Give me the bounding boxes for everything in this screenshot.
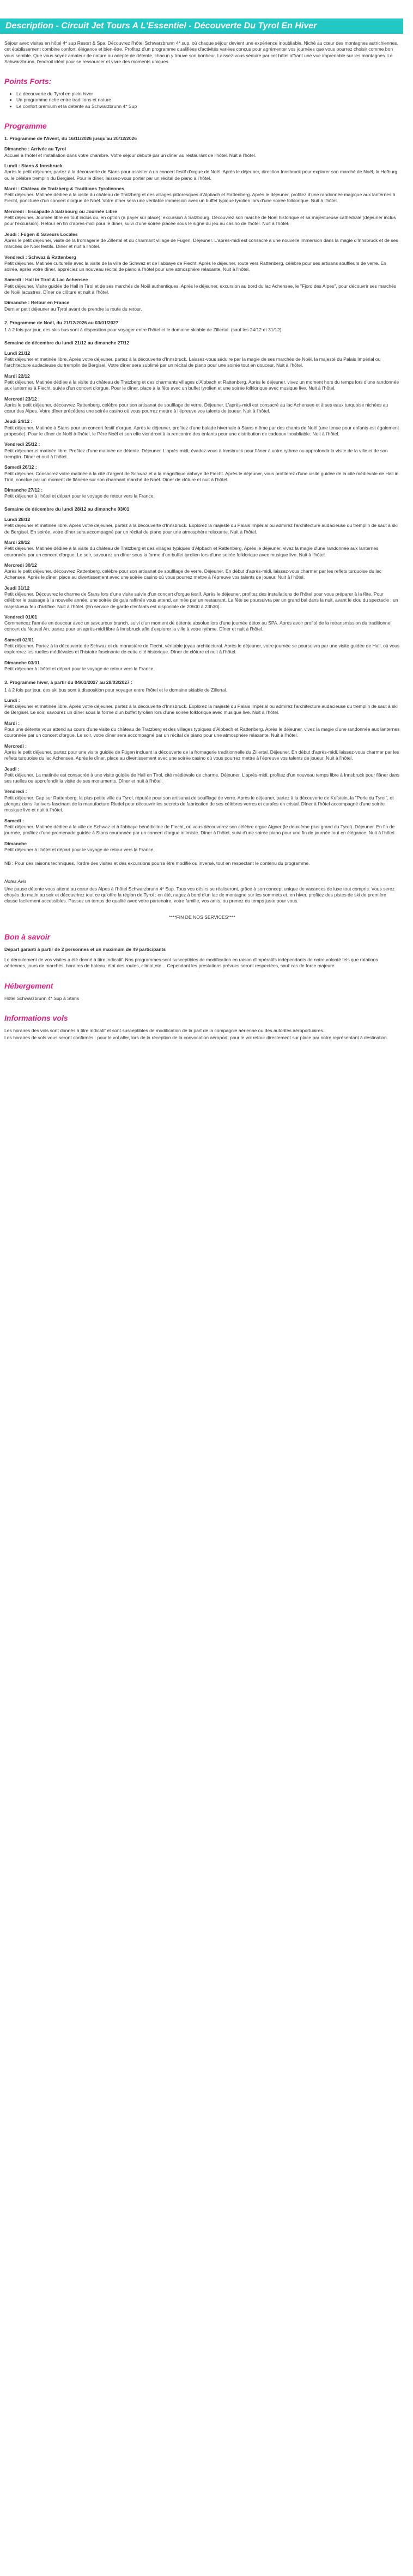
- day-title: Vendredi 01/01: [4, 614, 38, 620]
- day-title: Jeudi 24/12 :: [4, 419, 33, 425]
- day-title: Mardi 22/12: [4, 373, 30, 379]
- day-entry: [4, 254, 400, 273]
- day-title: Mardi : Château de Tratzberg & Traditions Tyroliennes: [4, 185, 124, 191]
- informations-title: Informations vols: [4, 1014, 68, 1023]
- day-title: Vendredi 25/12 :: [4, 441, 40, 447]
- programme-title: Programme: [4, 122, 47, 131]
- page-title: Description - Circuit Jet Tours A L'Essentiel - Découverte Du Tyrol En Hiver: [5, 21, 317, 31]
- day-title: Dimanche: [4, 840, 27, 846]
- day-entry: [4, 637, 400, 656]
- hebergement-title: Hébergement: [4, 981, 53, 990]
- day-title: Dimanche 03/01: [4, 659, 40, 665]
- day-title: Vendredi :: [4, 789, 27, 795]
- day-entry: [4, 419, 400, 437]
- day-entry: [4, 789, 400, 813]
- notes-text: Une pause détente vous attend au cœur des Alpes à l'hôtel Schwarzbrunn 4* Sup. Tous vos désirs se réaliseront, grâce à son concept unique de vacances de luxe tout compris. Vous serez choyés du matin au soir et découvrirez tout ce qu'offre la région de Tyrol : en été, nagez à bord d'un lac de montagne sur les sommets et, en hiver, profitez des pistes de ski de première classe facilement accessibles. Passez un temps de qualité avec votre partenaire, votre famille, vos amis, ou prenez du temps juste pour vous.: [4, 886, 395, 904]
- day-entry: [4, 766, 400, 785]
- day-entry: [4, 396, 400, 415]
- day-title: Samedi 26/12 :: [4, 464, 37, 470]
- day-description: Accueil à l'hôtel et installation dans votre chambre. Votre séjour débute par un dîner au restaurant de l'hôtel. Nuit à l'hôtel.: [4, 152, 257, 158]
- day-title: Lundi :: [4, 697, 20, 703]
- day-description: Après le petit déjeuner, partez à la découverte de Stans pour assister à un concert festif d'orgue de Noël. Après le déjeuner, direction Innsbruck pour explorer son marché de Noël, la Hofburg ou le célèbre tremplin du Bergisel. Pour le dîner, laissez-vous porter par un récital de piano à l'hôtel.: [4, 169, 398, 181]
- day-entry: [4, 562, 400, 581]
- programme-period: [4, 320, 400, 672]
- bon-a-savoir-title: Bon à savoir: [4, 932, 51, 941]
- day-description: Petit déjeuner. Matinée dédiée à la visite du château de Tratzberg et des villages typiques d'Alpbach et Rattenberg. Après le déjeuner, vivez la magie d'une randonnée aux lanternes couronnée par un concert d'orgue. Le soir, savourez un dîner sous la forme d'un buffet tyrolien lors d'une soirée folklorique avec musique live. Nuit à l'hôtel.: [4, 545, 379, 557]
- page-title-banner: [0, 19, 403, 34]
- week-block: [4, 506, 400, 672]
- day-description: Petit déjeuner. Matinée dédiée à la ville de Schwaz et à l'abbaye bénédictine de Fiecht, où vous découvrirez son célèbre orgue Aigner (le deuxième plus grand du Tyrol). Déjeuner. En fin de journée, profitez d'une promenade guidée à Stans couronnée par un concert d'orgue intimiste. Dîner à l'hôtel, suivi d'une soirée piano pour une fin de journée tout en élégance. Nuit à l'hôtel.: [4, 823, 396, 836]
- hebergement-text: Hôtel Schwarzbrunn 4* Sup à Stans: [4, 995, 80, 1001]
- period-title: 1. Programme de l'Avent, du 16/11/2026 jusqu'au 20/12/2026: [4, 136, 137, 142]
- day-entry: [4, 232, 400, 250]
- day-entry: [4, 209, 400, 227]
- day-title: Mercredi 30/12: [4, 562, 37, 568]
- day-description: Petit déjeuner. Matinée culturelle avec la visite de la ville de Schwaz et de l'abbaye de Fiecht. Après le déjeuner, route vers Rattenberg, célèbre pour ses artisans souffleurs de verre. En soirée, après votre dîner, appréciez un nouveau récital de piano à l'hôtel pour une atmosphère relaxante. Nuit à l'hôtel.: [4, 260, 386, 272]
- day-title: Dimanche : Arrivée au Tyrol: [4, 146, 66, 152]
- day-title: Lundi : Stans & Innsbruck: [4, 162, 63, 168]
- day-description: Dernier petit déjeuner au Tyrol avant de prendre la route du retour.: [4, 306, 142, 312]
- day-entry: [4, 186, 400, 204]
- day-description: Après le petit déjeuner, découvrez Rattenberg, célèbre pour son artisanat de soufflage de verre. Déjeuner. L'après-midi est consacré au lac Achensee et à ses eaux turquoise nichées au cœur des Alpes. Votre dîner précédera une soirée casino où vous pourrez mettre à l'épreuve vos talents de joueur. Nuit à l'hôtel.: [4, 402, 388, 414]
- day-description: Petit déjeuner et matinée libre. Après votre déjeuner, partez à la découverte d'Innsbruck. Explorez la majesté du Palais Impérial ou admirez l'architecture audacieuse du tremplin de saut à ski de Bergisel. Le soir, savourez un dîner sous la forme d'un buffet tyrolien lors d'une soirée folklorique avec musique live. Nuit à l'hôtel.: [4, 704, 398, 716]
- week-title: Semaine de décembre du lundi 21/12 au dimanche 27/12: [4, 340, 130, 346]
- day-description: Petit déjeuner. Consacrez votre matinée à la cité d'argent de Schwaz et à la magnifique abbaye de Fiecht. Après le déjeuner, vous profiterez d'une visite guidée de la cité médiévale de Hall in Tirol, conclue par un moment de flânerie sur son charmant marché de Noël. Dîner de clôture et nuit à l'hôtel.: [4, 470, 399, 482]
- day-entry: [4, 163, 400, 181]
- bon-a-savoir-text: Le déroulement de vos visites a été donné à titre indicatif. Nos programmes sont susceptibles de modification en raison d'impératifs indépendants de notre volonté tels que rotations aériennes, jours de marchés, horaires de bateau, état des routes, climat,etc… Cependant les prestations prévues seront respectées, sauf cas de force majeure.: [4, 957, 378, 969]
- day-description: Après le petit déjeuner, partez pour une visite guidée de Fügen incluant la découverte de la fromagerie traditionnelle du Zillertal. Déjeuner. En début d'après-midi, laissez-vous charmer par les reflets turquoise du lac Achensee. Après le dîner, place au divertissement avec une soirée casino où vous pourrez mettre à l'épreuve vos talents de joueur. Nuit à l'hôtel.: [4, 749, 399, 761]
- day-title: Mercredi :: [4, 743, 27, 749]
- day-title: Mardi 29/12: [4, 539, 30, 545]
- content: [0, 40, 404, 1041]
- day-entry: [4, 660, 400, 672]
- day-entry: [4, 487, 400, 500]
- day-description: Petit déjeuner. Cap sur Rattenberg, la plus petite ville du Tyrol, réputée pour son artisanat de soufflage de verre. Après le déjeuner, partez à la découverte de Kufstein, la "Perle du Tyrol", et plongez dans l'univers fascinant de la manufacture Riedel pour découvrir les secrets de fabrication de ses célèbres verres et carafes en cristal. Dîner à l'hôtel accompagné d'une soirée musique live et nuit à l'hôtel.: [4, 795, 394, 813]
- points-forts-item: • Le confort premium et la détente au Schwarzbrunn 4* Sup: [16, 104, 400, 110]
- day-entry: [4, 277, 400, 295]
- day-title: Mercredi 23/12 :: [4, 396, 40, 402]
- day-entry: [4, 614, 400, 633]
- day-description: Pour une détente vous attend au cours d'une visite du château de Tratzberg et des villages typiques d'Alpbach et Rattenberg. Après le déjeuner, vivez la magie d'une randonnée aux lanternes couronnée par un concert d'orgue. Le soir, votre dîner sera accompagné par un récital de piano pour une atmosphère relaxante. Nuit à l'hôtel.: [4, 726, 400, 738]
- day-description: Petit déjeuner et matinée libre. Après votre déjeuner, partez à la découverte d'Innsbruck. Explorez la majesté du Palais Impérial ou admirez l'architecture audacieuse du tremplin de saut à ski de Bergisel. En soirée, votre dîner sera accompagné par un récital de piano pour une atmosphère relaxante. Nuit à l'hôtel.: [4, 523, 398, 535]
- points-forts-list: [4, 91, 400, 110]
- day-title: Samedi : Hall in Tirol & Lac Achensee: [4, 277, 88, 283]
- day-title: Samedi :: [4, 817, 24, 823]
- day-entry: [4, 841, 400, 853]
- informations-text-1: Les horaires des vols sont donnés à titre indicatif et sont susceptibles de modification de la part de la compagnie aérienne ou des autorités aéroportuaires.: [4, 1028, 325, 1034]
- period-subtitle: 1 à 2 fois par jour, des skis bus sont à disposition pour voyager entre l'hôtel et le domaine skiable de Zillertal. (sauf les 24/12 et 31/12): [4, 327, 282, 333]
- points-forts-item: • Un programme riche entre traditions et nature: [16, 97, 400, 103]
- programme-period: [4, 136, 400, 312]
- period-subtitle: 1 à 2 fois par jour, des ski bus sont à disposition pour voyager entre l'hôtel et le domaine skiable de Zillertal.: [4, 687, 228, 693]
- points-forts-item: • La découverte du Tyrol en plein hiver: [16, 91, 400, 97]
- day-title: Dimanche 27/12 :: [4, 487, 43, 493]
- notes-title: Notes Avis: [4, 878, 27, 884]
- day-description: Petit déjeuner à l'hôtel et départ pour le voyage de retour vers la France.: [4, 846, 155, 852]
- day-title: Dimanche : Retour en France: [4, 300, 70, 306]
- day-entry: [4, 517, 400, 535]
- day-entry: [4, 720, 400, 739]
- day-description: Petit déjeuner. Matinée à Stans pour un concert festif d'orgue. Après le déjeuner, profitez d'une balade hivernale à Stans même par des chants de Noël (une tenue pour enfants est également proposée). Pour le dîner de Noël à l'hôtel, le Père Noël et son elfe viendront à la rencontre des enfants pour une distribution de cadeaux inoubliable. Nuit à l'hôtel.: [4, 425, 399, 437]
- day-description: Petit déjeuner à l'hôtel et départ pour le voyage de retour vers la France.: [4, 493, 155, 499]
- day-title: Mercredi : Escapade à Salzbourg ou Journée Libre: [4, 208, 117, 214]
- points-forts-title: Points Forts:: [4, 77, 52, 86]
- day-title: Vendredi : Schwaz & Rattenberg: [4, 254, 76, 260]
- day-title: Lundi 28/12: [4, 517, 31, 523]
- programme-period: [4, 680, 400, 853]
- programme-container: [4, 136, 400, 853]
- day-entry: [4, 585, 400, 610]
- period-title: 3. Programme hiver, à partir du 04/01/2027 au 28/03/2027 :: [4, 680, 133, 686]
- day-description: Petit déjeuner et matinée libre. Profitez d'une matinée de détente. Déjeuner. L'après-midi, évadez-vous à Innsbruck pour flâner à votre rythme ou approfondir la visite de la ville et de son tremplin. Dîner et nuit à l'hôtel.: [4, 447, 388, 459]
- day-description: Petit déjeuner. Matinée dédiée à la visite du château de Tratzberg et des villages pittoresques d'Alpbach et Rattenberg. Après le déjeuner, profitez d'une randonnée magique aux lanternes à Fiecht, ponctuée d'un concert d'orgue de Noël. Votre dîner sera une véritable immersion avec un buffet typique tyrolien lors d'une soirée folklorique. Nuit à l'hôtel.: [4, 192, 396, 204]
- day-entry: [4, 698, 400, 716]
- day-entry: [4, 350, 400, 369]
- day-entry: [4, 373, 400, 392]
- day-description: Petit déjeuner. Découvrez le charme de Stans lors d'une visite suivie d'un concert d'orgue festif. Après le déjeuner, profitez des installations de l'hôtel pour vous préparer à la fête. Pour célébrer le passage à la nouvelle année, une soirée de gala raffinée vous attend, animée par un restaurant. La fête se poursuivra par un grand bal dans la nuit, avant le clou du spectacle : un majestueux feu d'artifice. Nuit à l'hôtel. (En service de garde d'enfants est disponible de 20h00 à 23h30).: [4, 591, 398, 609]
- day-title: Samedi 02/01: [4, 637, 34, 643]
- day-description: Petit déjeuner et matinée libre. Après votre déjeuner, partez à la découverte d'Innsbruck. Laissez-vous séduire par la magie de ses marchés de Noël, la majesté du Palais Impérial ou l'architecture audacieuse du tremplin de Bergisel. Votre dîner sera sublimé par un récital de piano pour une soirée tout en douceur. Nuit à l'hôtel.: [4, 356, 381, 368]
- day-description: Après le petit déjeuner, visite de la fromagerie de Zillertal et du charmant village de Fügen. Déjeuner. L'après-midi est consacré à une nouvelle immersion dans la magie d'Innsbruck et de ses marchés de Noël festifs. Dîner et nuit à l'hôtel.: [4, 237, 398, 250]
- day-description: Petit déjeuner. Visite guidée de Hall in Tirol et de ses marchés de Noël authentiques. Après le déjeuner, excursion au bord du lac Achensee, le "Fjord des Alpes", pour découvrir ses marchés de Noël lacustres. Dîner de clôture et nuit à l'hôtel.: [4, 283, 397, 295]
- day-description: Après le petit déjeuner, découvrez Rattenberg, célèbre pour son artisanat de soufflage de verre. Déjeuner. En début d'après-midi, laissez-vous charmer par les reflets turquoise du lac Achensee. Après le dîner, place au divertissement avec une soirée casino où vous pourrez mettre à l'épreuve vos talents de joueur. Nuit à l'hôtel.: [4, 568, 382, 580]
- day-entry: [4, 818, 400, 837]
- day-entry: [4, 464, 400, 483]
- end-services: ****FIN DE NOS SERVICES****: [169, 914, 235, 920]
- day-entry: [4, 146, 400, 159]
- day-entry: [4, 743, 400, 762]
- day-entry: [4, 540, 400, 558]
- day-title: Jeudi : Fügen & Saveurs Locales: [4, 231, 78, 237]
- day-description: Petit déjeuner. Journée libre en tout inclus ou, en option (à payer sur place), excursion à Salzbourg. Découvrez son marché de Noël historique et sa majestueuse cathédrale (déjeuner inclus pour l'excursion). Retour en fin d'après-midi pour le dîner, suivi d'une soirée placée sous le signe du jeu au casino de l'hôtel. Nuit à l'hôtel.: [4, 215, 396, 227]
- day-description: Commencez l'année en douceur avec un savoureux brunch, suivi d'un moment de détente absolue lors d'une journée détox au SPA. Après avoir profité de la retransmission du traditionnel concert du Nouvel An, partez pour un après-midi libre à Innsbruck afin d'explorer la ville à votre rythme. Dîner et nuit à l'hôtel.: [4, 620, 392, 632]
- day-entry: [4, 441, 400, 460]
- day-description: Petit déjeuner. Matinée dédiée à la visite du château de Tratzberg et des charmants villages d'Alpbach et Rattenberg. Après le déjeuner, vivez un moment hors du temps lors d'une randonnée aux lanternes à Fiecht, suivie d'un concert d'orgue. Pour le dîner, place à la fête avec un buffet tyrolien et une soirée folklorique avec musique live. Nuit à l'hôtel.: [4, 379, 399, 391]
- day-description: Petit déjeuner. La matinée est consacrée à une visite guidée de Hall en Tirol, cité médiévale de charme. Déjeuner. L'après-midi, profitez d'un nouveau temps libre à Innsbruck pour flâner dans ses ruelles ou approfondir la visite de ses monuments. Dîner et nuit à l'hôtel.: [4, 772, 400, 784]
- day-title: Lundi 21/12: [4, 350, 31, 356]
- day-title: Mardi :: [4, 720, 20, 726]
- day-entry: [4, 300, 400, 312]
- day-title: Jeudi 31/12: [4, 585, 30, 591]
- informations-text-2: Les horaires de vols vous seront confirmés : pour le vol aller, lors de la réception de la convocation aéroport; pour le vol retour directement sur place par notre représentant à destination.: [4, 1035, 388, 1041]
- bon-a-savoir-bold: Départ garanti à partir de 2 personnes et un maximum de 49 participants: [4, 946, 166, 952]
- notes-block: [4, 878, 400, 904]
- day-description: Petit déjeuner. Partez à la découverte de Schwaz et du monastère de Fiecht, véritable joyau architectural. Après le déjeuner, votre journée se poursuivra par une visite guidée de Hall, où vous explorerez les ruelles médiévales et l'histoire fascinante de cette cité historique. Dîner de clôture et nuit à l'hôtel.: [4, 643, 400, 655]
- period-title: 2. Programme de Noël, du 21/12/2026 au 03/01/2027: [4, 319, 119, 325]
- week-title: Semaine de décembre du lundi 28/12 au dimanche 03/01: [4, 506, 130, 512]
- intro-text: Séjour avec visites en hôtel 4* sup Resort & Spa. Découvrez l'hôtel Schwarzbrunn 4* sup, où chaque séjour devient une expérience inoubliable. Niché au cœur des montagnes autrichiennes, cet établissement combine confort, élégance et bien-être. Profitez d'un programme qualifiées d'activités variées conçus pour agrémenter vos journées que vous pourrez choisir comme bon vous semble. Que vous soyez amateur de nature ou adepte de détente, chacun y trouve son bonheur. Laissez-vous séduire par cet hôtel offrant une vue imprenable sur les montagnes. Le Schwarzbrunn, l'endroit idéal pour se ressourcer et vivre des moments uniques.: [4, 40, 398, 64]
- week-block: [4, 340, 400, 500]
- day-title: Jeudi :: [4, 766, 20, 772]
- nb-note: NB : Pour des raisons techniques, l'ordre des visites et des excursions pourra être modifié ou inversé, tout en respectant le contenu du programme.: [4, 860, 310, 866]
- day-description: Petit déjeuner à l'hôtel et départ pour le voyage de retour vers la France.: [4, 665, 155, 671]
